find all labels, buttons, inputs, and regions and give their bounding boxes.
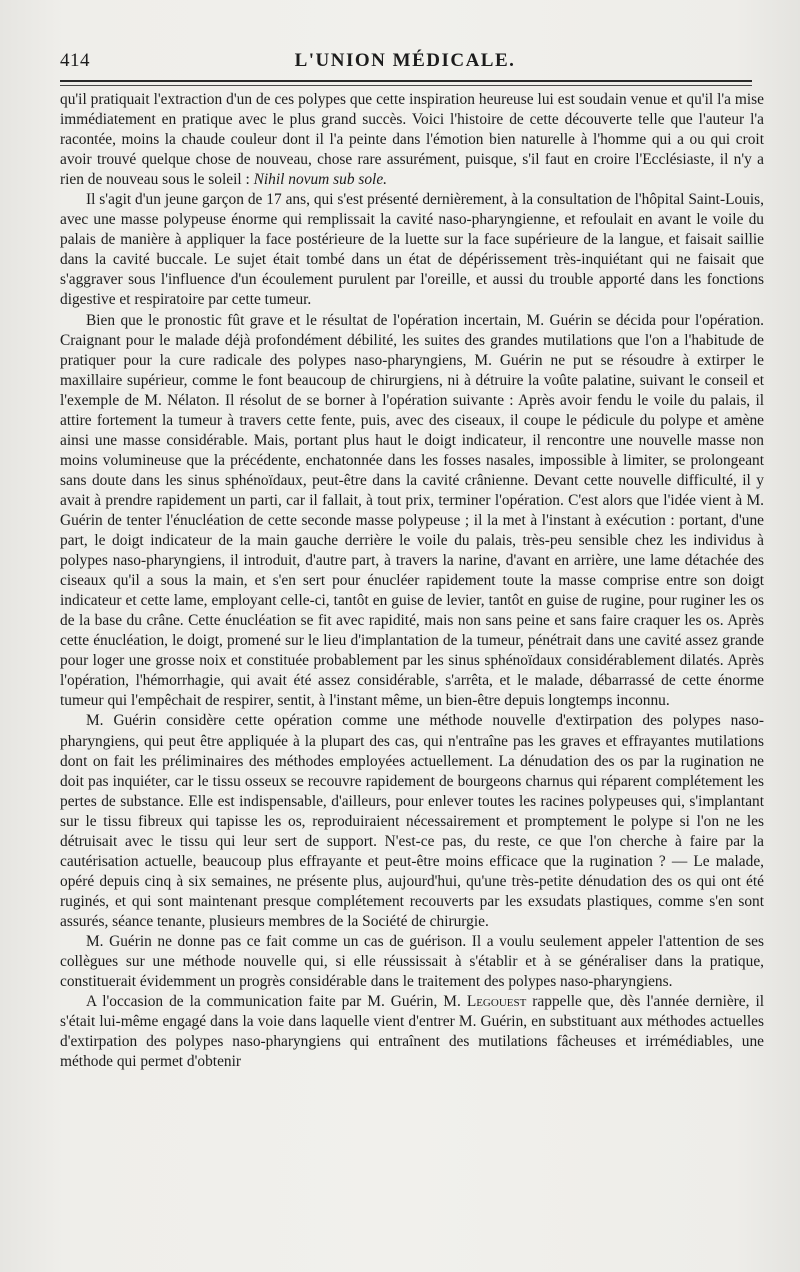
paragraph-text: qu'il pratiquait l'extraction d'un de ces polypes que cette inspiration heureuse lui est soudain venue et qu'il l'a mise immédiatement en pratique avec le plus grand succès. Voici l'histoire de cette découverte telle que l'auteur l'a racontée, moins la chaude couleur dont il l'a peinte dans l'émotion bien naturelle à l'homme qui a ou qui croit avoir trouvé quelque chose de nouveau, chose rare assurément, puisque, s'il faut en croire l'Ecclésiaste, il n'y a rien de nouveau sous le soleil : [60,91,764,189]
body-text [60,90,764,1072]
paragraph-text: Bien que le pronostic fût grave et le résultat de l'opération incertain, M. Guérin se décida pour l'opération. Craignant pour le malade déjà profondément débilité, les suites des grandes mutilations que l'on a l'habitude de pratiquer pour la cure radicale des polypes naso-pharyngiens, M. Guérin ne put se résoudre à extirper le maxillaire supérieur, comme le font beaucoup de chirurgiens, ni à détruire la voûte palatine, suivant le conseil et l'exemple de M. Nélaton. Il résolut de se borner à l'opération suivante : Après avoir fendu le voile du palais, il attire fortement la tumeur à travers cette fente, puis, avec des ciseaux, il coupe le pédicule du polype et amène ainsi une masse considérable. Mais, portant plus haut le doigt indicateur, il rencontre une nouvelle masse non moins volumineuse que la précédente, enchatonnée dans les fosses nasales, impossible à limiter, se prolongeant sans doute dans les sinus sphénoïdaux, peut-être dans la cavité crânienne. Devant cette nouvelle difficulté, il y avait à prendre rapidement un parti, car il fallait, à tout prix, terminer l'opération. C'est alors que l'idée vient à M. Guérin de tenter l'énucléation de cette seconde masse polypeuse ; il la met à l'instant à exécution : portant, d'une part, le doigt indicateur de la main gauche derrière le voile du palais, très-peu sensible chez les individus à polypes naso-pharyngiens, il introduit, d'autre part, à travers la narine, d'avant en arrière, une lame détachée des ciseaux qu'il a sous la main, et s'en sert pour énucléer rapidement toute la masse comprise entre son doigt indicateur et cette lame, employant celle-ci, tantôt en guise de levier, tantôt en guise de rugine, pour ruginer les os de la base du crâne. Cette énucléation se fit avec rapidité, mais non sans peine et sans faire craquer les os. Après cette énucléation, le doigt, promené sur le lieu d'implantation de la tumeur, pénétrait dans une cavité assez grande pour loger une grosse noix et constituée probablement par les sinus sphénoïdaux considérablement dilatés. Après l'opération, l'hémorrhagie, qui avait été assez considérable, s'arrêta, et le malade, débarrassé de cette énorme tumeur qui l'empêchait de respirer, sentit, à l'instant même, un bien-être depuis longtemps inconnu. [60,311,764,710]
header-rule-thin [60,85,752,86]
paragraph [60,311,764,712]
paragraph [60,932,764,992]
running-title: L'UNION MÉDICALE. [294,50,516,71]
paragraph-text: A l'occasion de la communication faite par M. Guérin, M. [86,993,467,1011]
header-rule [60,80,752,82]
paragraph-text: M. Guérin considère cette opération comme une méthode nouvelle d'extirpation des polypes naso-pharyngiens, qui peut être appliquée à la plupart des cas, qui n'entraîne pas les graves et effrayantes mutilations dont on fait les préliminaires des méthodes employées actuellement. La dénudation des os par la rugination ne doit pas inquiéter, car le tissu osseux se recouvre rapidement de bourgeons charnus qui réparent complétement les pertes de substance. Elle est indispensable, d'ailleurs, pour enlever toutes les racines polypeuses qui, s'implantant sur le tissu fibreux qui tapisse les os, reproduiraient nécessairement et promptement le polype si l'on ne les détruisait avec le tissu qui leur sert de support. N'est-ce pas, du reste, ce que l'on cherche à faire par la cautérisation actuelle, beaucoup plus effrayante et peut-être moins efficace que la rugination ? — Le malade, opéré depuis cinq à six semaines, ne présente plus, aujourd'hui, qu'une très-petite dénudation des os qui ont été ruginés, et qui sont maintenant presque complétement recouverts par les exsudats plastiques, comme s'en sont assurés, séance tenante, plusieurs membres de la Société de chirurgie. [60,712,764,930]
paragraph [60,711,764,932]
paragraph [60,90,764,190]
paragraph [60,992,764,1072]
author-name: Legouest [466,993,527,1011]
paragraph-text: rappelle que, dès l'année dernière, il s'était lui-même engagé dans la voie dans laquelle vient d'entrer M. Guérin, en substituant aux méthodes actuelles d'extirpation des polypes naso-pharyngiens qui entraînent des mutilations fâcheuses et irrémédiables, une méthode qui permet d'obtenir [60,993,764,1071]
page-number: 414 [60,50,90,71]
paragraph [60,190,764,310]
paragraph-text: M. Guérin ne donne pas ce fait comme un cas de guérison. Il a voulu seulement appeler l'attention de ses collègues sur une méthode nouvelle qui, si elle réussissait à s'établir et à se généraliser dans la pratique, constituerait évidemment un progrès considérable dans le traitement des polypes naso-pharyngiens. [60,932,764,991]
paragraph-text: Il s'agit d'un jeune garçon de 17 ans, qui s'est présenté dernièrement, à la consultation de l'hôpital Saint-Louis, avec une masse polypeuse énorme qui remplissait la cavité naso-pharyngienne, et refoulait en avant le voile du palais de manière à appliquer la face postérieure de la luette sur la face supérieure de la langue, et faisait saillie dans la cavité buccale. Le sujet était tombé dans un état de dépérissement très-inquiétant qui ne faisait que s'aggraver sous l'influence d'un écoulement purulent par l'oreille, et aussi du trouble apporté dans les fonctions digestive et respiratoire par cette tumeur. [60,191,764,309]
page-header [60,44,750,74]
latin-quote: Nihil novum sub sole. [253,171,388,189]
